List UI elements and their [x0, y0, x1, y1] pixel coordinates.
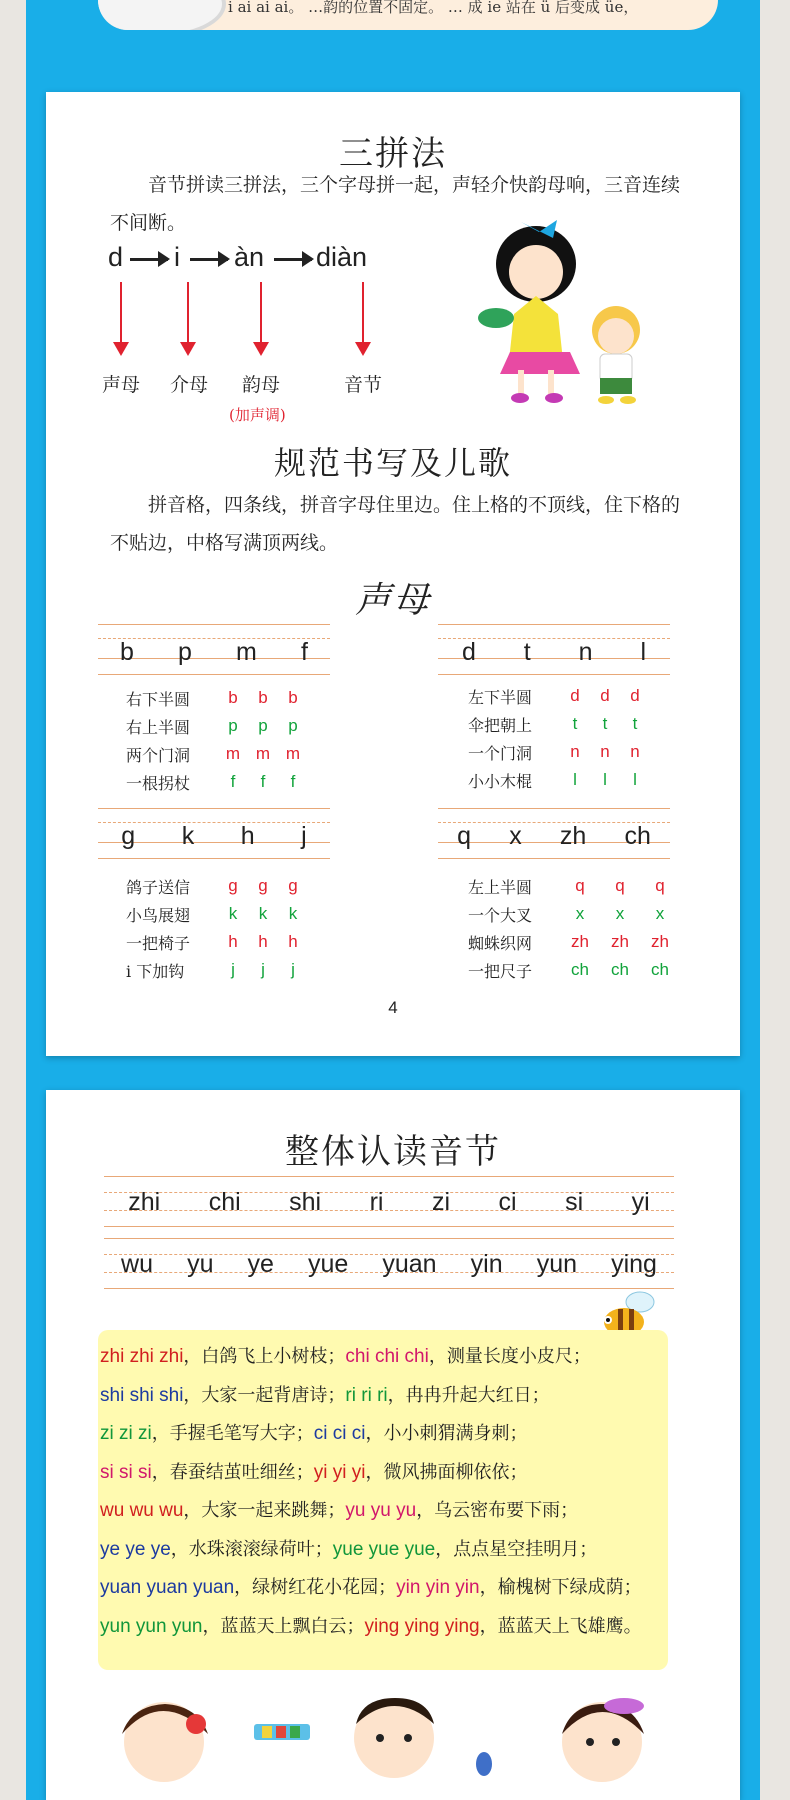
rhyme-label: 鸽子送信 — [126, 877, 191, 897]
kids-illustration — [104, 1698, 664, 1800]
rhyme-label: 左上半圆 — [468, 877, 533, 897]
grid-letter: n — [578, 638, 593, 666]
page-number: 4 — [388, 998, 398, 1017]
grid-letter: d — [461, 638, 476, 666]
rhyme-label: i 下加钩 — [126, 961, 185, 981]
syllable: yun — [536, 1250, 577, 1278]
syllable: yin — [470, 1250, 503, 1278]
syllable: wu — [121, 1250, 153, 1278]
syllable: ye — [247, 1250, 274, 1278]
label-jiemu: 介母 — [170, 374, 209, 396]
grid-letter: f — [300, 638, 308, 666]
syllable: si — [565, 1188, 584, 1216]
down-arrow-icon — [120, 282, 122, 352]
grid-letter: l — [640, 638, 646, 666]
writing-grid — [98, 624, 330, 674]
grid-letter: x — [509, 822, 522, 850]
syllable: yuan — [382, 1250, 437, 1278]
token-i: i — [174, 242, 180, 272]
letter-rhyme-list: 右下半圆 b b b 右上半圆 p p p 两个门洞 m m m 一根拐杖 f f f — [126, 688, 301, 793]
grid-letter: h — [240, 822, 255, 850]
page-5 — [46, 1090, 740, 1800]
token-d: d — [108, 242, 124, 272]
book-ring — [98, 0, 226, 30]
syllable: yue — [308, 1250, 349, 1278]
syllable: shi — [289, 1188, 322, 1216]
writing-grid-syllables-1 — [104, 1176, 674, 1226]
rhyme-label: 蜘蛛织网 — [468, 933, 533, 953]
down-arrow-icon — [260, 282, 262, 352]
rhyme-label: 一根拐杖 — [126, 773, 191, 793]
grid-letter: t — [523, 638, 531, 666]
rhyme-label: 右下半圆 — [126, 689, 191, 709]
rhyme-label: 小小木棍 — [468, 771, 533, 791]
previous-page-fragment: i ai ai ai。 …韵的位置不固定。 … 成 ie 站在 ü 后变成 üe， — [228, 0, 639, 16]
rhyme-label: 右上半圆 — [126, 717, 191, 737]
token-an: àn — [234, 242, 265, 272]
rhyme-line: si si si，春蚕结茧吐细丝；yi yi yi，微风拂面柳依依； — [100, 1461, 528, 1483]
rhyme-line: zi zi zi，手握毛笔写大字；ci ci ci，小小刺猬满身刺； — [100, 1423, 528, 1444]
rhyme-label: 伞把朝上 — [468, 715, 533, 735]
label-shengmu: 声母 — [102, 374, 141, 396]
intro-paragraph: 音节拼读三拼法，三个字母拼一起，声轻介快韵母响，三音连续不间断。 — [110, 174, 681, 234]
rhyme-line: wu wu wu，大家一起来跳舞；yu yu yu，乌云密布要下雨； — [100, 1500, 579, 1521]
label-yinjie: 音节 — [344, 374, 383, 396]
grid-letter: k — [181, 822, 195, 850]
right-arrow-icon — [190, 258, 228, 261]
grid-letter: q — [457, 822, 471, 850]
syllable: ci — [498, 1188, 517, 1216]
syllable: yi — [631, 1188, 650, 1216]
rhyme-label: 左下半圆 — [468, 687, 533, 707]
syllable: zhi — [128, 1188, 161, 1216]
syllable: chi — [208, 1188, 241, 1216]
down-arrow-icon — [362, 282, 364, 352]
page-title: 整体认读音节 — [285, 1132, 501, 1172]
writing-grid — [98, 808, 330, 858]
previous-page-strip — [98, 0, 718, 30]
rhyme-label: 一把尺子 — [468, 961, 533, 981]
shengmu-title: 声母 — [354, 580, 431, 621]
writing-grid — [438, 624, 670, 674]
grid-letter: b — [120, 638, 134, 666]
section-title: 规范书写及儿歌 — [273, 444, 512, 482]
rhyme-label: 一个门洞 — [468, 743, 533, 763]
grid-letter: p — [178, 638, 192, 666]
rhyme-label: 一个大叉 — [468, 905, 533, 925]
syllable: ying — [611, 1250, 657, 1278]
grid-letter: zh — [559, 822, 587, 850]
rhyme-line: ye ye ye，水珠滚滚绿荷叶；yue yue yue，点点星空挂明月； — [100, 1538, 598, 1560]
letter-rhyme-list: 左下半圆 d d d 伞把朝上 t t t 一个门洞 n n n 小小木棍 l l l — [468, 686, 640, 791]
token-dian: diàn — [316, 242, 368, 272]
rhyme-line: zhi zhi zhi，白鸽飞上小树枝；chi chi chi，测量长度小皮尺； — [100, 1346, 591, 1367]
tone-note: (加声调) — [229, 406, 286, 424]
grid-letter: j — [301, 822, 307, 850]
rhyme-label: 一把椅子 — [126, 933, 191, 953]
letter-rhyme-list: 左上半圆 q q q 一个大叉 x x x 蜘蛛织网 zh zh zh 一把尺子 ch ch ch — [468, 876, 669, 981]
grid-letter: g — [121, 822, 136, 850]
rhyme-line: yun yun yun，蓝蓝天上飘白云；ying ying ying，蓝蓝天上飞雄鹰。 — [100, 1615, 642, 1637]
section-paragraph: 拼音格，四条线，拼音字母住里边。住上格的不顶线，住下格的不贴边，中格写满顶两线。 — [110, 494, 681, 554]
grid-letter: m — [236, 638, 257, 666]
page-4 — [46, 92, 740, 1056]
syllable: zi — [431, 1188, 451, 1216]
right-arrow-icon — [274, 258, 312, 261]
rhyme-line: shi shi shi，大家一起背唐诗；ri ri ri，冉冉升起大红日； — [100, 1384, 550, 1406]
label-yunmu: 韵母 — [242, 374, 281, 396]
page-title: 三拼法 — [339, 134, 447, 174]
letter-rhyme-list: 鸽子送信 g g g 小鸟展翅 k k k 一把椅子 h h h i 下加钩 j j j — [126, 876, 298, 981]
writing-grid — [438, 808, 670, 858]
grid-letter: ch — [624, 822, 651, 850]
rhyme-label: 两个门洞 — [126, 745, 191, 765]
down-arrow-icon — [187, 282, 189, 352]
right-arrow-icon — [130, 258, 168, 261]
children-illustration — [466, 202, 676, 412]
rhyme-line: yuan yuan yuan，绿树红花小花园；yin yin yin，榆槐树下绿成荫； — [100, 1577, 642, 1598]
rhyme-label: 小鸟展翅 — [126, 905, 191, 925]
writing-grid-syllables-2 — [104, 1238, 674, 1288]
syllable: yu — [187, 1250, 214, 1278]
syllable: ri — [369, 1188, 384, 1216]
syllable-rhymes — [100, 1338, 680, 1646]
